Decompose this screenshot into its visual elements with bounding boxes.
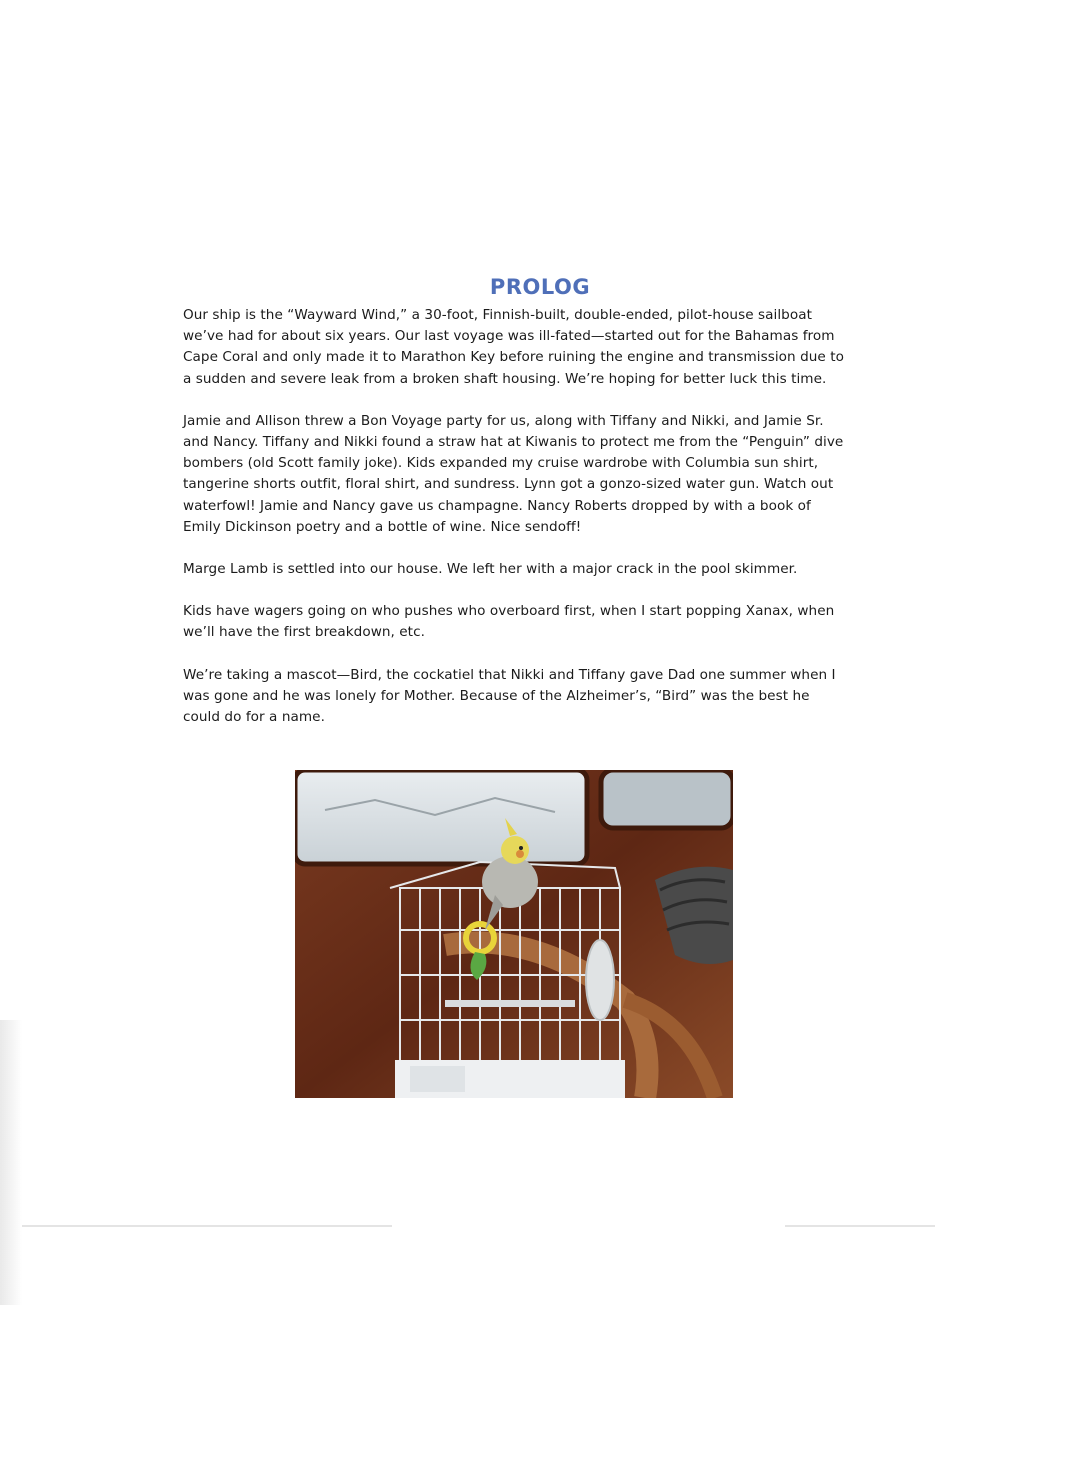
scan-shadow-left bbox=[0, 1020, 22, 1305]
paragraph-mascot-bird: We’re taking a mascot—Bird, the cockatiel that Nikki and Tiffany gave Dad one summer when I was gone and he was lonely for Mother. Because of the Alzheimer’s, “Bird” was the best he could do for a name. bbox=[183, 666, 836, 726]
scan-line-right bbox=[785, 1225, 935, 1227]
paragraph-kids-wagers: Kids have wagers going on who pushes who overboard first, when I start popping Xanax, when we’ll have the first breakdown, etc. bbox=[183, 603, 835, 641]
page-title: PROLOG bbox=[489, 275, 591, 299]
scan-line-left bbox=[22, 1225, 392, 1227]
cockatiel-on-cage-icon bbox=[295, 770, 733, 1098]
paragraph-marge-lamb: Marge Lamb is settled into our house. We left her with a major crack in the pool skimmer. bbox=[183, 561, 798, 578]
paragraph-wayward-wind: Our ship is the “Wayward Wind,” a 30-foot, Finnish-built, double-ended, pilot-house sailboat we’ve had for about six years. Our last voyage was ill-fated—started out for the Bahamas from Cape Coral and only made it to Marathon Key before ruining the engine and transmission due to a sudden and severe leak from a broken shaft housing. We’re hoping for better luck this time. bbox=[183, 307, 844, 387]
prolog-body bbox=[183, 305, 848, 749]
cockatiel-photo bbox=[295, 770, 733, 1098]
paragraph-bon-voyage: Jamie and Allison threw a Bon Voyage party for us, along with Tiffany and Nikki, and Jamie Sr. and Nancy. Tiffany and Nikki found a straw hat at Kiwanis to protect me from the “Penguin” dive bombers (old Scott family joke). Kids expanded my cruise wardrobe with Columbia sun shirt, tangerine shorts outfit, floral shirt, and sundress. Lynn got a gonzo-sized water gun. Watch out waterfowl! Jamie and Nancy gave us champagne. Nancy Roberts dropped by with a book of Emily Dickinson poetry and a bottle of wine. Nice sendoff! bbox=[183, 412, 844, 535]
